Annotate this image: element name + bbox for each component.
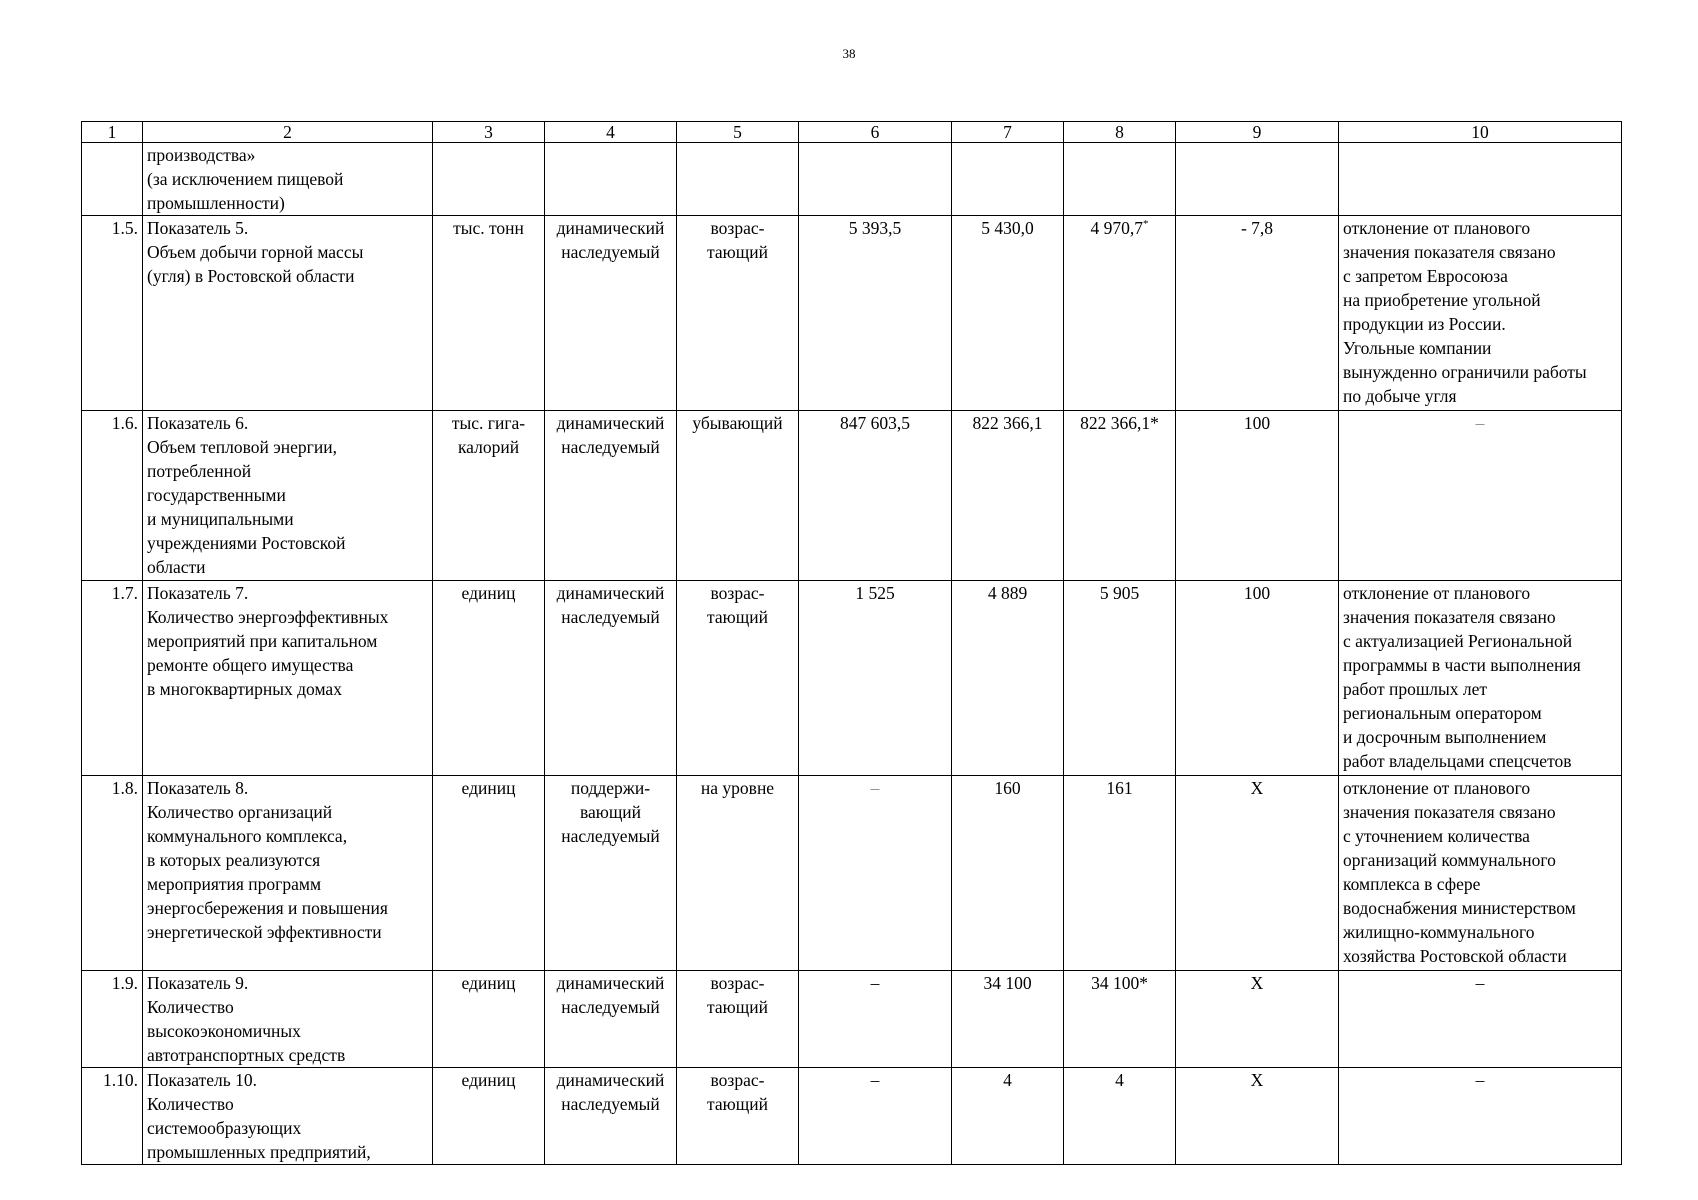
fact-value-cell: 822 366,1* xyxy=(1064,411,1176,581)
percent-cell: 100 xyxy=(1176,581,1339,776)
fact-value-cell: 34 100* xyxy=(1064,971,1176,1068)
base-value-cell: 5 393,5 xyxy=(799,216,952,411)
note-cell: – xyxy=(1339,971,1622,1068)
column-number: 4 xyxy=(545,122,677,143)
fact-value-cell xyxy=(1064,216,1176,411)
percent-cell: Х xyxy=(1176,971,1339,1068)
column-number-row xyxy=(82,122,1622,143)
plan-value-cell: 822 366,1 xyxy=(952,411,1064,581)
base-value-cell: – xyxy=(799,971,952,1068)
row-number: 1.7. xyxy=(82,581,143,776)
percent-cell: 100 xyxy=(1176,411,1339,581)
base-value-cell: 847 603,5 xyxy=(799,411,952,581)
plan-value-cell: 4 xyxy=(952,1068,1064,1165)
trend-cell: возрас- тающий xyxy=(677,971,799,1068)
row-number: 1.5. xyxy=(82,216,143,411)
unit-cell: единиц xyxy=(433,971,545,1068)
trend-cell xyxy=(677,143,799,216)
percent-cell xyxy=(1176,143,1339,216)
row-number: 1.6. xyxy=(82,411,143,581)
column-number: 10 xyxy=(1339,122,1622,143)
table-row xyxy=(82,776,1622,971)
footnote-mark: * xyxy=(1143,218,1149,231)
note-cell: – xyxy=(1339,1068,1622,1165)
unit-cell xyxy=(433,143,545,216)
note-cell: отклонение от планового значения показателя связано с запретом Евросоюза на приобретение угольной продукции из России. Угольные компании вынужденно ограничили работы по добыче угля xyxy=(1339,216,1622,411)
column-number: 3 xyxy=(433,122,545,143)
base-value-cell: – xyxy=(799,776,952,971)
base-value-cell xyxy=(799,143,952,216)
column-number: 5 xyxy=(677,122,799,143)
table-row xyxy=(82,971,1622,1068)
type-cell: динамический наследуемый xyxy=(545,216,677,411)
percent-cell: - 7,8 xyxy=(1176,216,1339,411)
type-cell: динамический наследуемый xyxy=(545,411,677,581)
trend-cell: возрас- тающий xyxy=(677,1068,799,1165)
unit-cell: тыс. гига- калорий xyxy=(433,411,545,581)
unit-cell: единиц xyxy=(433,776,545,971)
row-number: 1.9. xyxy=(82,971,143,1068)
row-number xyxy=(82,143,143,216)
column-number: 7 xyxy=(952,122,1064,143)
indicator-name: Показатель 9. Количество высокоэкономичных автотранспортных средств xyxy=(143,971,433,1068)
type-cell: динамический наследуемый xyxy=(545,1068,677,1165)
note-cell: отклонение от планового значения показателя связано с уточнением количества организаций коммунального комплекса в сфере водоснабжения министерством жилищно-коммунального хозяйства Ростовской области xyxy=(1339,776,1622,971)
plan-value-cell: 5 430,0 xyxy=(952,216,1064,411)
trend-cell: на уровне xyxy=(677,776,799,971)
table-row xyxy=(82,581,1622,776)
fact-value-cell: 161 xyxy=(1064,776,1176,971)
percent-cell: Х xyxy=(1176,776,1339,971)
base-value-cell: 1 525 xyxy=(799,581,952,776)
fact-value-cell: 4 xyxy=(1064,1068,1176,1165)
fact-value-cell xyxy=(1064,143,1176,216)
table-row xyxy=(82,411,1622,581)
column-number: 1 xyxy=(82,122,143,143)
column-number: 6 xyxy=(799,122,952,143)
unit-cell: единиц xyxy=(433,1068,545,1165)
note-cell: отклонение от планового значения показателя связано с актуализацией Региональной программы в части выполнения работ прошлых лет региональным оператором и досрочным выполнением работ владельцами спецсчетов xyxy=(1339,581,1622,776)
indicator-name: Показатель 7. Количество энергоэффективных мероприятий при капитальном ремонте общего имущества в многоквартирных домах xyxy=(143,581,433,776)
table-row xyxy=(82,1068,1622,1165)
type-cell: поддержи- вающий наследуемый xyxy=(545,776,677,971)
unit-cell: тыс. тонн xyxy=(433,216,545,411)
note-cell: – xyxy=(1339,411,1622,581)
note-cell xyxy=(1339,143,1622,216)
indicators-table xyxy=(81,121,1622,1165)
fact-value: 4 970,7 xyxy=(1090,218,1143,238)
row-number: 1.10. xyxy=(82,1068,143,1165)
row-number: 1.8. xyxy=(82,776,143,971)
column-number: 9 xyxy=(1176,122,1339,143)
fact-value-cell: 5 905 xyxy=(1064,581,1176,776)
type-cell: динамический наследуемый xyxy=(545,971,677,1068)
percent-cell: Х xyxy=(1176,1068,1339,1165)
indicator-name: Показатель 6. Объем тепловой энергии, потребленной государственными и муниципальными учреждениями Ростовской области xyxy=(143,411,433,581)
unit-cell: единиц xyxy=(433,581,545,776)
column-number: 8 xyxy=(1064,122,1176,143)
trend-cell: возрас- тающий xyxy=(677,216,799,411)
type-cell: динамический наследуемый xyxy=(545,581,677,776)
base-value-cell: – xyxy=(799,1068,952,1165)
column-number: 2 xyxy=(143,122,433,143)
type-cell xyxy=(545,143,677,216)
table-row xyxy=(82,143,1622,216)
indicator-name: производства» (за исключением пищевой промышленности) xyxy=(143,143,433,216)
plan-value-cell: 34 100 xyxy=(952,971,1064,1068)
plan-value-cell xyxy=(952,143,1064,216)
page-number: 38 xyxy=(842,46,856,61)
indicator-name: Показатель 10. Количество системообразующих промышленных предприятий, xyxy=(143,1068,433,1165)
trend-cell: возрас- тающий xyxy=(677,581,799,776)
plan-value-cell: 160 xyxy=(952,776,1064,971)
table-row xyxy=(82,216,1622,411)
indicator-name: Показатель 5. Объем добычи горной массы (угля) в Ростовской области xyxy=(143,216,433,411)
trend-cell: убывающий xyxy=(677,411,799,581)
plan-value-cell: 4 889 xyxy=(952,581,1064,776)
indicator-name: Показатель 8. Количество организаций коммунального комплекса, в которых реализуются мероприятия программ энергосбережения и повышения энергетической эффективности xyxy=(143,776,433,971)
